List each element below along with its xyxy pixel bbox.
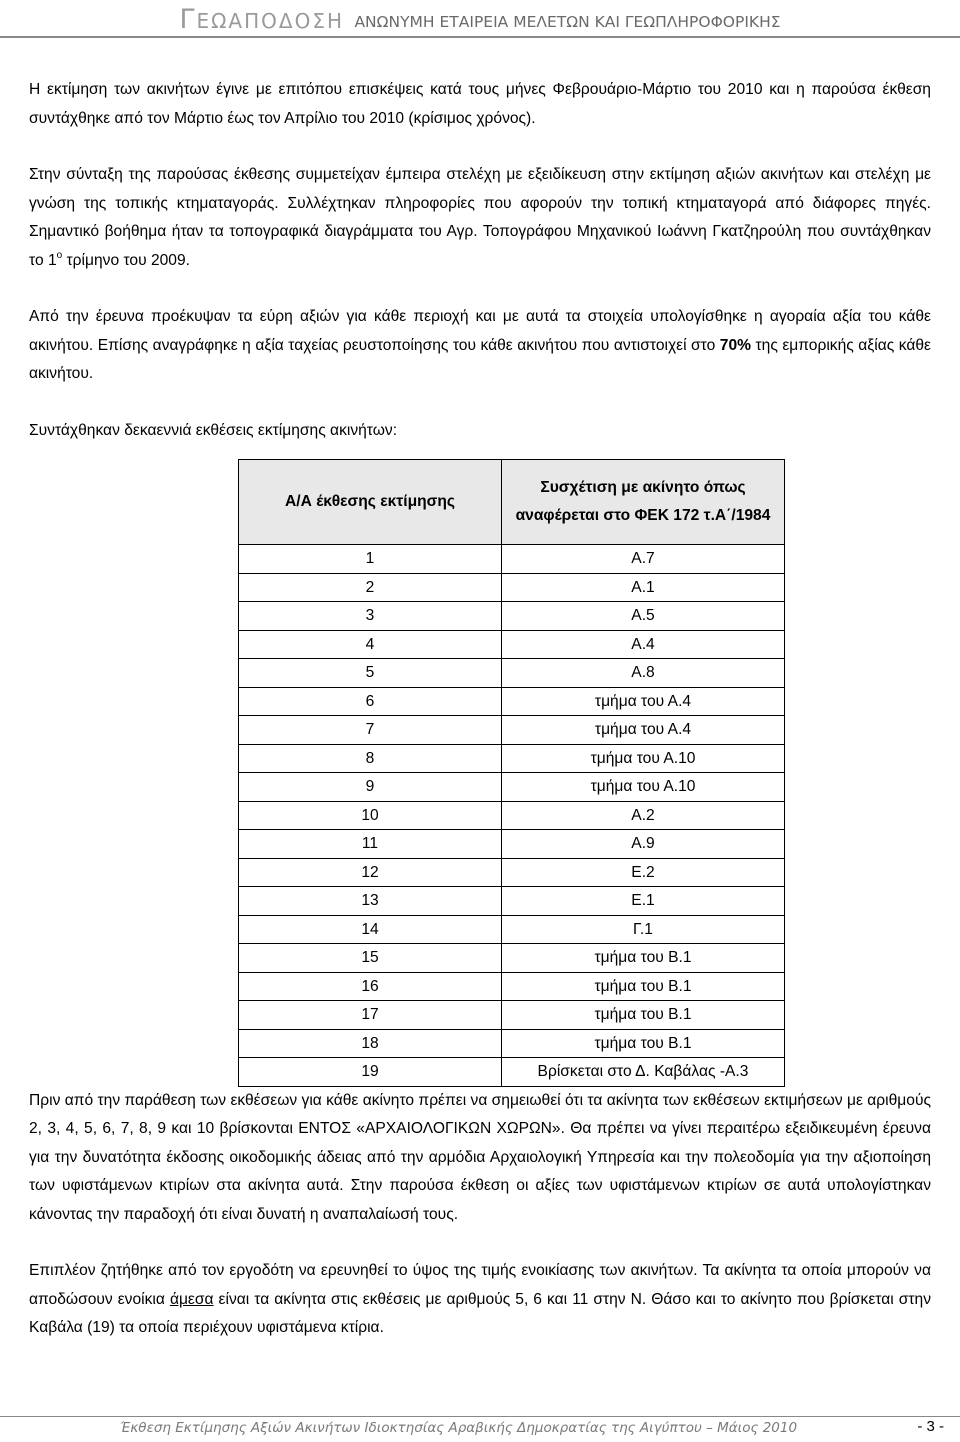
property-reference-cell: Α.4 xyxy=(502,630,785,659)
property-reference-cell: Ε.1 xyxy=(502,887,785,916)
report-number-cell: 17 xyxy=(239,1001,502,1030)
liquidation-percent: 70% xyxy=(719,336,751,354)
page-header xyxy=(0,0,960,38)
table-row xyxy=(239,887,785,916)
report-number-cell: 3 xyxy=(239,602,502,631)
property-reference-cell: Γ.1 xyxy=(502,915,785,944)
property-reference-cell: Α.2 xyxy=(502,801,785,830)
table-row xyxy=(239,573,785,602)
report-number-cell: 16 xyxy=(239,972,502,1001)
report-number-cell: 18 xyxy=(239,1029,502,1058)
property-reference-cell: Α.5 xyxy=(502,602,785,631)
property-reference-cell: Α.8 xyxy=(502,659,785,688)
superscript-ordinal: ο xyxy=(56,249,63,261)
property-reference-cell: Βρίσκεται στο Δ. Καβάλας -Α.3 xyxy=(502,1058,785,1087)
header-divider xyxy=(0,36,960,38)
table-row xyxy=(239,944,785,973)
paragraph-archaeological: Πριν από την παράθεση των εκθέσεων για κάθε ακίνητο πρέπει να σημειωθεί ότι τα ακίνητα των εκθέσεων εκτιμήσεων με αριθμούς 2, 3, 4, 5, 6, 7, 8, 9 και 10 βρίσκονται ΕΝΤΟΣ «ΑΡΧΑΙΟΛΟΓΙΚΩΝ ΧΩΡΩΝ». Θα πρέπει να γίνει περαιτέρω εξειδικευμένη έρευνα για την δυνατότητα έκδοσης οικοδομικής άδειας από την αρμόδια Αρχαιολογική Υπηρεσία και την πολεοδομία για την αξιοποίηση των υφιστάμενων κτιρίων στα ακίνητα αυτά. Στην παρούσα έκθεση οι αξίες των υφιστάμενων κτιρίων σε αυτά υπολογίστηκαν κάνοντας την παραδοχή ότι είναι δυνατή η αναπαλαίωσή τους. xyxy=(29,1091,931,1223)
property-reference-cell: τμήμα του Β.1 xyxy=(502,1001,785,1030)
table-header-row xyxy=(239,460,785,545)
logo-initial: Γ xyxy=(179,4,197,35)
report-number-cell: 13 xyxy=(239,887,502,916)
table-row xyxy=(239,915,785,944)
table-row xyxy=(239,716,785,745)
report-number-cell: 8 xyxy=(239,744,502,773)
table-row xyxy=(239,602,785,631)
document-body xyxy=(29,76,931,1371)
table-row xyxy=(239,773,785,802)
paragraph-survey-period: Η εκτίμηση των ακινήτων έγινε με επιτόπου επισκέψεις κατά τους μήνες Φεβρουάριο-Μάρτιο του 2010 και η παρούσα έκθεση συντάχθηκε από τον Μάρτιο έως τον Απρίλιο του 2010 (κρίσιμος χρόνος). xyxy=(29,81,931,127)
property-reference-cell: τμήμα του Α.10 xyxy=(502,744,785,773)
table-row xyxy=(239,545,785,574)
table-row xyxy=(239,830,785,859)
column-header-property-reference: Συσχέτιση με ακίνητο όπως αναφέρεται στο ΦΕΚ 172 τ.Α΄/1984 xyxy=(502,460,785,545)
report-number-cell: 10 xyxy=(239,801,502,830)
company-name: ΑΝΩΝΥΜΗ ΕΤΑΙΡΕΙΑ ΜΕΛΕΤΩΝ ΚΑΙ ΓΕΩΠΛΗΡΟΦΟΡΙΚΗΣ xyxy=(354,13,781,31)
report-number-cell: 14 xyxy=(239,915,502,944)
table-row xyxy=(239,659,785,688)
paragraph-report-count: Συντάχθηκαν δεκαεννιά εκθέσεις εκτίμησης ακινήτων: xyxy=(29,421,398,439)
table-row xyxy=(239,801,785,830)
property-reference-cell: Α.9 xyxy=(502,830,785,859)
report-number-cell: 15 xyxy=(239,944,502,973)
paragraph-market-value: Από την έρευνα προέκυψαν τα εύρη αξιών για κάθε περιοχή και με αυτά τα στοιχεία υπολογίσθηκε η αγοραία αξία του κάθε ακινήτου. Επίσης αναγράφηκε η αξία ταχείας ρευστοποίησης του κάθε ακινήτου που αντιστοιχεί στο 70% της εμπορικής αξίας κάθε ακινήτου. xyxy=(29,308,931,382)
property-reference-cell: τμήμα του Α.10 xyxy=(502,773,785,802)
report-number-cell: 9 xyxy=(239,773,502,802)
logo-text: ΕΩΑΠΟΔΟΣΗ xyxy=(196,9,344,33)
table-row xyxy=(239,1001,785,1030)
valuation-reports-table xyxy=(238,459,785,1087)
underlined-word: άμεσα xyxy=(169,1290,214,1308)
paragraph-team: Στην σύνταξη της παρούσας έκθεσης συμμετείχαν έμπειρα στελέχη με εξειδίκευση στην εκτίμηση αξιών ακινήτων και στελέχη με γνώση της τοπικής κτηματαγοράς. Συλλέχτηκαν πληροφορίες που αφορούν την τοπική κτηματαγορά από διάφορες πηγές. Σημαντικό βοήθημα ήταν τα τοπογραφικά διαγράμματα του Αγρ. Τοπογράφου Μηχανικού Ιωάννη Γκατζηρούλη που συντάχθηκαν το $1^o$ τρίμηνο του 2009. xyxy=(29,166,931,269)
column-header-report-number: Α/Α έκθεσης εκτίμησης xyxy=(239,460,502,545)
report-number-cell: 4 xyxy=(239,630,502,659)
table-row xyxy=(239,1029,785,1058)
table-row xyxy=(239,744,785,773)
table-row xyxy=(239,972,785,1001)
table-row xyxy=(239,630,785,659)
property-reference-cell: Α.7 xyxy=(502,545,785,574)
report-number-cell: 19 xyxy=(239,1058,502,1087)
page-number: - 3 - xyxy=(917,1418,944,1435)
paragraph-rental: Επιπλέον ζητήθηκε από τον εργοδότη να ερευνηθεί το ύψος της τιμής ενοικίασης των ακινήτων. Τα ακίνητα τα οποία μπορούν να αποδώσουν ενοίκια άμεσα είναι τα ακίνητα στις εκθέσεις με αριθμούς 5, 6 και 11 στην Ν. Θάσο και το ακίνητο που βρίσκεται στην Καβάλα (19) τα οποία περιέχουν υφιστάμενα κτίρια. xyxy=(29,1262,932,1336)
table-row xyxy=(239,858,785,887)
table-row xyxy=(239,1058,785,1087)
property-reference-cell: Α.1 xyxy=(502,573,785,602)
property-reference-cell: Ε.2 xyxy=(502,858,785,887)
report-number-cell: 7 xyxy=(239,716,502,745)
report-number-cell: 1 xyxy=(239,545,502,574)
property-reference-cell: τμήμα του Β.1 xyxy=(502,944,785,973)
property-reference-cell: τμήμα του Α.4 xyxy=(502,687,785,716)
table-body xyxy=(239,545,785,1087)
report-number-cell: 12 xyxy=(239,858,502,887)
property-reference-cell: τμήμα του Β.1 xyxy=(502,1029,785,1058)
report-number-cell: 6 xyxy=(239,687,502,716)
property-reference-cell: τμήμα του Β.1 xyxy=(502,972,785,1001)
report-number-cell: 2 xyxy=(239,573,502,602)
report-number-cell: 11 xyxy=(239,830,502,859)
property-reference-cell: τμήμα του Α.4 xyxy=(502,716,785,745)
table-row xyxy=(239,687,785,716)
report-number-cell: 5 xyxy=(239,659,502,688)
footer-divider xyxy=(0,1416,960,1417)
footer-title: Έκθεση Εκτίμησης Αξιών Ακινήτων Ιδιοκτησίας Αραβικής Δημοκρατίας της Αιγύπτου – Μάιος 2010 xyxy=(120,1420,798,1436)
company-logo xyxy=(179,4,344,35)
